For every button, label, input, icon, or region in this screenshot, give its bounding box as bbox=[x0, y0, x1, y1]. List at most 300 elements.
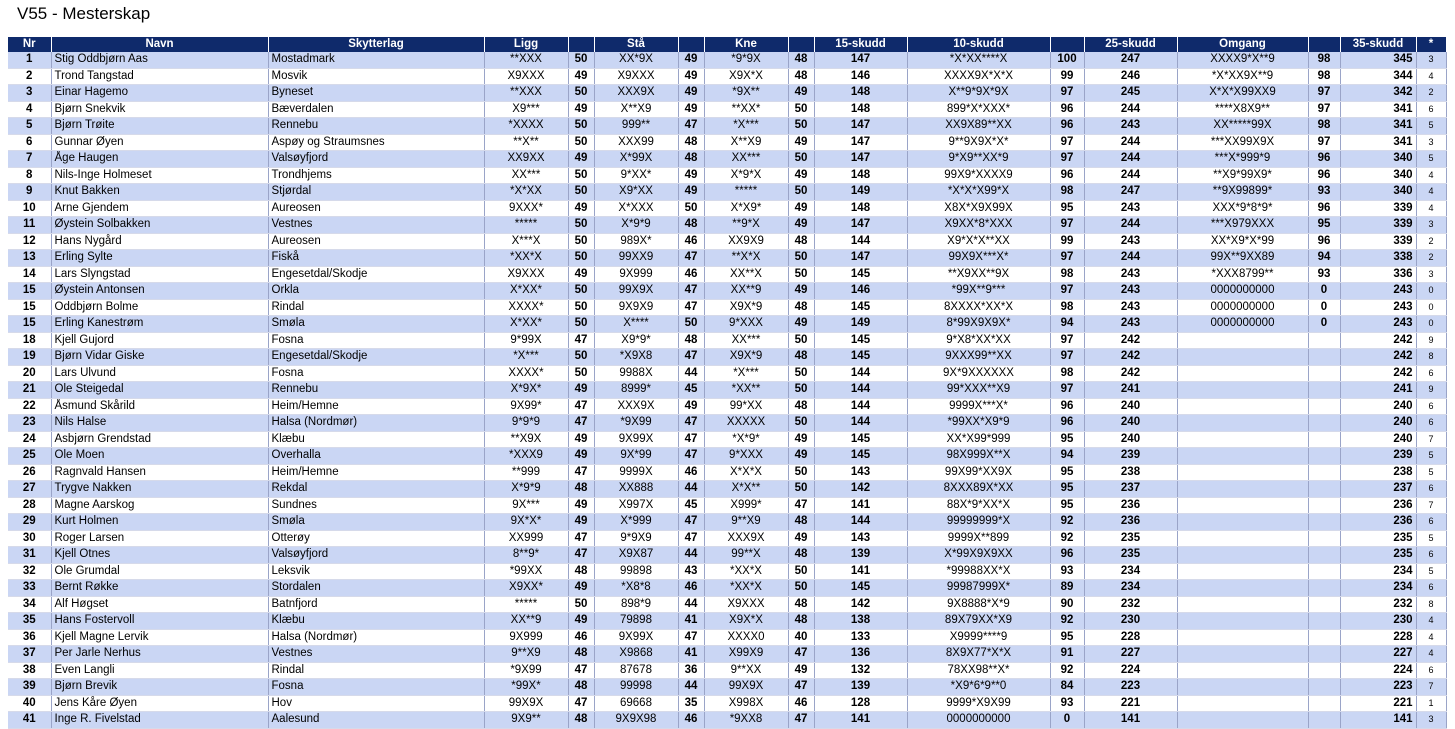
cell-ligg-series: XX999 bbox=[484, 530, 568, 547]
cell-15-skudd: 147 bbox=[814, 217, 907, 234]
cell-omgang-sum bbox=[1308, 596, 1340, 613]
cell-10-skudd-sum: 94 bbox=[1050, 316, 1084, 333]
cell-skytterlag: Valsøyfjord bbox=[268, 547, 484, 564]
cell-sta-sum: 45 bbox=[678, 497, 704, 514]
cell-sta-sum: 47 bbox=[678, 415, 704, 432]
cell-25-skudd: 242 bbox=[1084, 332, 1177, 349]
cell-navn: Lars Slyngstad bbox=[51, 266, 268, 283]
cell-sta-sum: 47 bbox=[678, 283, 704, 300]
cell-ligg-sum: 49 bbox=[568, 497, 594, 514]
cell-15-skudd: 141 bbox=[814, 563, 907, 580]
cell-kne-series: XXXX0 bbox=[704, 629, 788, 646]
cell-ligg-sum: 49 bbox=[568, 514, 594, 531]
cell-sta-sum: 41 bbox=[678, 646, 704, 663]
cell-ligg-series: X*9X* bbox=[484, 382, 568, 399]
cell-star: 3 bbox=[1416, 52, 1446, 68]
cell-ligg-sum: 50 bbox=[568, 134, 594, 151]
cell-skytterlag: Vestnes bbox=[268, 646, 484, 663]
cell-kne-sum: 48 bbox=[788, 52, 814, 68]
cell-sta-series: 69668 bbox=[594, 695, 678, 712]
cell-omgang-series bbox=[1177, 497, 1308, 514]
cell-ligg-series: 99X9X bbox=[484, 695, 568, 712]
cell-kne-sum: 50 bbox=[788, 118, 814, 135]
header-35-skudd: 35-skudd bbox=[1340, 37, 1416, 52]
cell-kne-series: X*X*X bbox=[704, 464, 788, 481]
cell-10-skudd-series: *99X**9*** bbox=[907, 283, 1050, 300]
header-ligg-sum bbox=[568, 37, 594, 52]
cell-sta-sum: 49 bbox=[678, 85, 704, 102]
cell-10-skudd-sum: 92 bbox=[1050, 613, 1084, 630]
cell-sta-sum: 48 bbox=[678, 151, 704, 168]
cell-kne-series: 99**X bbox=[704, 547, 788, 564]
cell-skytterlag: Aspøy og Straumsnes bbox=[268, 134, 484, 151]
cell-omgang-series: ***X*999*9 bbox=[1177, 151, 1308, 168]
cell-ligg-sum: 47 bbox=[568, 547, 594, 564]
cell-ligg-sum: 50 bbox=[568, 167, 594, 184]
cell-star: 5 bbox=[1416, 448, 1446, 465]
cell-sta-series: X*99X bbox=[594, 151, 678, 168]
cell-25-skudd: 244 bbox=[1084, 134, 1177, 151]
cell-kne-series: X9X*9 bbox=[704, 299, 788, 316]
cell-35-skudd: 228 bbox=[1340, 629, 1416, 646]
cell-15-skudd: 141 bbox=[814, 712, 907, 729]
cell-ligg-series: 9X*X* bbox=[484, 514, 568, 531]
cell-nr: 5 bbox=[8, 118, 51, 135]
table-row bbox=[8, 596, 1446, 613]
cell-kne-sum: 48 bbox=[788, 547, 814, 564]
cell-15-skudd: 139 bbox=[814, 547, 907, 564]
cell-15-skudd: 148 bbox=[814, 167, 907, 184]
cell-15-skudd: 147 bbox=[814, 118, 907, 135]
cell-10-skudd-series: 8*99X9X9X* bbox=[907, 316, 1050, 333]
cell-kne-sum: 50 bbox=[788, 266, 814, 283]
cell-kne-sum: 48 bbox=[788, 613, 814, 630]
cell-omgang-sum bbox=[1308, 464, 1340, 481]
cell-omgang-sum: 97 bbox=[1308, 85, 1340, 102]
cell-15-skudd: 142 bbox=[814, 596, 907, 613]
cell-10-skudd-series: 9999X**899 bbox=[907, 530, 1050, 547]
cell-25-skudd: 243 bbox=[1084, 283, 1177, 300]
cell-ligg-sum: 49 bbox=[568, 101, 594, 118]
cell-25-skudd: 236 bbox=[1084, 497, 1177, 514]
cell-25-skudd: 230 bbox=[1084, 613, 1177, 630]
cell-25-skudd: 239 bbox=[1084, 448, 1177, 465]
cell-navn: Bjørn Brevik bbox=[51, 679, 268, 696]
cell-sta-series: 87678 bbox=[594, 662, 678, 679]
cell-ligg-series: **999 bbox=[484, 464, 568, 481]
cell-star: 1 bbox=[1416, 695, 1446, 712]
cell-ligg-series: *99XX bbox=[484, 563, 568, 580]
cell-25-skudd: 244 bbox=[1084, 101, 1177, 118]
table-row bbox=[8, 415, 1446, 432]
cell-10-skudd-sum: 92 bbox=[1050, 514, 1084, 531]
cell-omgang-sum bbox=[1308, 547, 1340, 564]
cell-skytterlag: Rennebu bbox=[268, 382, 484, 399]
cell-star: 6 bbox=[1416, 580, 1446, 597]
cell-35-skudd: 339 bbox=[1340, 233, 1416, 250]
cell-skytterlag: Smøla bbox=[268, 514, 484, 531]
cell-sta-sum: 44 bbox=[678, 365, 704, 382]
cell-ligg-series: **XXX bbox=[484, 85, 568, 102]
cell-sta-sum: 44 bbox=[678, 481, 704, 498]
cell-sta-sum: 45 bbox=[678, 382, 704, 399]
cell-ligg-series: XX*** bbox=[484, 167, 568, 184]
cell-kne-sum: 48 bbox=[788, 299, 814, 316]
cell-kne-series: XX**9 bbox=[704, 283, 788, 300]
cell-10-skudd-series: X8X*X9X99X bbox=[907, 200, 1050, 217]
cell-25-skudd: 244 bbox=[1084, 151, 1177, 168]
cell-15-skudd: 143 bbox=[814, 530, 907, 547]
cell-nr: 11 bbox=[8, 217, 51, 234]
cell-35-skudd: 340 bbox=[1340, 167, 1416, 184]
cell-star: 0 bbox=[1416, 299, 1446, 316]
cell-10-skudd-series: *X*XX****X bbox=[907, 52, 1050, 68]
cell-35-skudd: 221 bbox=[1340, 695, 1416, 712]
cell-kne-sum: 48 bbox=[788, 349, 814, 366]
cell-35-skudd: 234 bbox=[1340, 563, 1416, 580]
cell-omgang-series: **X9*99X9* bbox=[1177, 167, 1308, 184]
cell-10-skudd-sum: 100 bbox=[1050, 52, 1084, 68]
cell-omgang-sum: 93 bbox=[1308, 184, 1340, 201]
cell-kne-sum: 49 bbox=[788, 167, 814, 184]
cell-nr: 6 bbox=[8, 134, 51, 151]
cell-nr: 15 bbox=[8, 299, 51, 316]
cell-nr: 39 bbox=[8, 679, 51, 696]
table-row bbox=[8, 530, 1446, 547]
cell-omgang-sum bbox=[1308, 382, 1340, 399]
cell-star: 7 bbox=[1416, 431, 1446, 448]
cell-omgang-sum: 93 bbox=[1308, 266, 1340, 283]
cell-nr: 1 bbox=[8, 52, 51, 68]
cell-navn: Roger Larsen bbox=[51, 530, 268, 547]
cell-15-skudd: 147 bbox=[814, 250, 907, 267]
cell-star: 6 bbox=[1416, 415, 1446, 432]
cell-kne-series: XX**X bbox=[704, 266, 788, 283]
cell-ligg-series: 8**9* bbox=[484, 547, 568, 564]
table-row bbox=[8, 151, 1446, 168]
header-10-skudd: 10-skudd bbox=[907, 37, 1050, 52]
cell-ligg-sum: 47 bbox=[568, 398, 594, 415]
cell-nr: 8 bbox=[8, 167, 51, 184]
cell-ligg-series: 9X999 bbox=[484, 629, 568, 646]
cell-10-skudd-sum: 98 bbox=[1050, 299, 1084, 316]
cell-omgang-series bbox=[1177, 596, 1308, 613]
cell-10-skudd-sum: 97 bbox=[1050, 283, 1084, 300]
cell-kne-sum: 48 bbox=[788, 68, 814, 85]
cell-skytterlag: Heim/Hemne bbox=[268, 398, 484, 415]
table-row bbox=[8, 266, 1446, 283]
cell-25-skudd: 224 bbox=[1084, 662, 1177, 679]
table-row bbox=[8, 695, 1446, 712]
cell-10-skudd-series: 99X99*XX9X bbox=[907, 464, 1050, 481]
cell-skytterlag: Rennebu bbox=[268, 118, 484, 135]
cell-35-skudd: 339 bbox=[1340, 217, 1416, 234]
cell-kne-series: XX*** bbox=[704, 332, 788, 349]
cell-25-skudd: 243 bbox=[1084, 118, 1177, 135]
cell-10-skudd-sum: 99 bbox=[1050, 68, 1084, 85]
cell-omgang-sum bbox=[1308, 613, 1340, 630]
cell-skytterlag: Fosna bbox=[268, 365, 484, 382]
cell-ligg-sum: 50 bbox=[568, 299, 594, 316]
cell-sta-sum: 44 bbox=[678, 596, 704, 613]
cell-navn: Åge Haugen bbox=[51, 151, 268, 168]
cell-star: 5 bbox=[1416, 151, 1446, 168]
cell-sta-series: 9X99X bbox=[594, 431, 678, 448]
cell-15-skudd: 144 bbox=[814, 382, 907, 399]
cell-skytterlag: Rindal bbox=[268, 662, 484, 679]
cell-ligg-series: 9*99X bbox=[484, 332, 568, 349]
cell-nr: 12 bbox=[8, 233, 51, 250]
cell-ligg-sum: 47 bbox=[568, 662, 594, 679]
cell-35-skudd: 345 bbox=[1340, 52, 1416, 68]
cell-omgang-series bbox=[1177, 712, 1308, 729]
cell-ligg-series: *XXX9 bbox=[484, 448, 568, 465]
header-omgang: Omgang bbox=[1177, 37, 1308, 52]
cell-25-skudd: 240 bbox=[1084, 431, 1177, 448]
cell-10-skudd-series: 9999X***X* bbox=[907, 398, 1050, 415]
cell-sta-sum: 48 bbox=[678, 217, 704, 234]
cell-25-skudd: 243 bbox=[1084, 200, 1177, 217]
cell-10-skudd-sum: 96 bbox=[1050, 167, 1084, 184]
cell-star: 9 bbox=[1416, 382, 1446, 399]
cell-sta-sum: 47 bbox=[678, 448, 704, 465]
cell-sta-series: X*XXX bbox=[594, 200, 678, 217]
cell-skytterlag: Sundnes bbox=[268, 497, 484, 514]
header-25-skudd: 25-skudd bbox=[1084, 37, 1177, 52]
cell-35-skudd: 236 bbox=[1340, 514, 1416, 531]
cell-10-skudd-sum: 95 bbox=[1050, 464, 1084, 481]
cell-omgang-series bbox=[1177, 629, 1308, 646]
cell-15-skudd: 146 bbox=[814, 283, 907, 300]
cell-ligg-sum: 48 bbox=[568, 646, 594, 663]
cell-navn: Bjørn Trøite bbox=[51, 118, 268, 135]
header-navn: Navn bbox=[51, 37, 268, 52]
cell-sta-series: X9XXX bbox=[594, 68, 678, 85]
cell-navn: Bjørn Vidar Giske bbox=[51, 349, 268, 366]
cell-kne-sum: 49 bbox=[788, 316, 814, 333]
cell-kne-series: *9X** bbox=[704, 85, 788, 102]
cell-10-skudd-series: 899*X*XXX* bbox=[907, 101, 1050, 118]
cell-navn: Kjell Magne Lervik bbox=[51, 629, 268, 646]
cell-10-skudd-series: 88X*9*XX*X bbox=[907, 497, 1050, 514]
cell-ligg-sum: 46 bbox=[568, 629, 594, 646]
header-sta: Stå bbox=[594, 37, 678, 52]
cell-ligg-sum: 47 bbox=[568, 464, 594, 481]
cell-sta-sum: 44 bbox=[678, 547, 704, 564]
cell-sta-sum: 49 bbox=[678, 184, 704, 201]
cell-sta-sum: 46 bbox=[678, 712, 704, 729]
cell-kne-sum: 49 bbox=[788, 217, 814, 234]
cell-nr: 2 bbox=[8, 68, 51, 85]
cell-sta-sum: 41 bbox=[678, 613, 704, 630]
cell-kne-series: XXX9X bbox=[704, 530, 788, 547]
cell-kne-sum: 49 bbox=[788, 662, 814, 679]
cell-25-skudd: 245 bbox=[1084, 85, 1177, 102]
cell-kne-sum: 49 bbox=[788, 530, 814, 547]
cell-kne-series: **XX* bbox=[704, 101, 788, 118]
cell-sta-series: 9X9X98 bbox=[594, 712, 678, 729]
cell-kne-series: *XX*X bbox=[704, 580, 788, 597]
cell-kne-series: X*9*X bbox=[704, 167, 788, 184]
cell-sta-series: X9*9* bbox=[594, 332, 678, 349]
cell-star: 8 bbox=[1416, 596, 1446, 613]
cell-sta-sum: 48 bbox=[678, 134, 704, 151]
cell-omgang-series bbox=[1177, 547, 1308, 564]
cell-ligg-sum: 47 bbox=[568, 695, 594, 712]
table-row bbox=[8, 431, 1446, 448]
cell-star: 2 bbox=[1416, 250, 1446, 267]
cell-skytterlag: Halsa (Nordmør) bbox=[268, 415, 484, 432]
cell-navn: Arne Gjendem bbox=[51, 200, 268, 217]
cell-10-skudd-sum: 97 bbox=[1050, 85, 1084, 102]
cell-25-skudd: 244 bbox=[1084, 250, 1177, 267]
cell-omgang-series bbox=[1177, 580, 1308, 597]
cell-omgang-series bbox=[1177, 563, 1308, 580]
cell-15-skudd: 141 bbox=[814, 497, 907, 514]
cell-navn: Ragnvald Hansen bbox=[51, 464, 268, 481]
cell-ligg-sum: 47 bbox=[568, 332, 594, 349]
cell-star: 2 bbox=[1416, 85, 1446, 102]
cell-ligg-series: 9**X9 bbox=[484, 646, 568, 663]
cell-omgang-sum: 96 bbox=[1308, 151, 1340, 168]
cell-star: 8 bbox=[1416, 349, 1446, 366]
cell-omgang-sum bbox=[1308, 398, 1340, 415]
cell-15-skudd: 144 bbox=[814, 514, 907, 531]
cell-ligg-series: ***** bbox=[484, 217, 568, 234]
cell-nr: 30 bbox=[8, 530, 51, 547]
cell-star: 6 bbox=[1416, 481, 1446, 498]
cell-15-skudd: 148 bbox=[814, 85, 907, 102]
cell-navn: Åsmund Skårild bbox=[51, 398, 268, 415]
cell-10-skudd-series: 78XX98**X* bbox=[907, 662, 1050, 679]
cell-10-skudd-series: 99987999X* bbox=[907, 580, 1050, 597]
cell-ligg-series: **XXX bbox=[484, 52, 568, 68]
cell-sta-series: XXX9X bbox=[594, 85, 678, 102]
cell-kne-sum: 50 bbox=[788, 365, 814, 382]
cell-ligg-sum: 50 bbox=[568, 283, 594, 300]
cell-25-skudd: 240 bbox=[1084, 398, 1177, 415]
cell-ligg-sum: 49 bbox=[568, 382, 594, 399]
cell-ligg-series: XX9XX bbox=[484, 151, 568, 168]
cell-15-skudd: 145 bbox=[814, 431, 907, 448]
table-row bbox=[8, 382, 1446, 399]
cell-25-skudd: 240 bbox=[1084, 415, 1177, 432]
cell-ligg-series: XXXX* bbox=[484, 365, 568, 382]
cell-navn: Gunnar Øyen bbox=[51, 134, 268, 151]
cell-star: 3 bbox=[1416, 217, 1446, 234]
cell-kne-sum: 49 bbox=[788, 134, 814, 151]
cell-sta-sum: 49 bbox=[678, 52, 704, 68]
cell-ligg-sum: 48 bbox=[568, 712, 594, 729]
cell-10-skudd-series: 99999999*X bbox=[907, 514, 1050, 531]
cell-25-skudd: 246 bbox=[1084, 68, 1177, 85]
cell-omgang-series: ***XX99X9X bbox=[1177, 134, 1308, 151]
cell-10-skudd-sum: 90 bbox=[1050, 596, 1084, 613]
cell-kne-sum: 50 bbox=[788, 415, 814, 432]
cell-nr: 15 bbox=[8, 316, 51, 333]
cell-ligg-series: XXXX* bbox=[484, 299, 568, 316]
cell-sta-sum: 36 bbox=[678, 662, 704, 679]
cell-kne-series: **X*X bbox=[704, 250, 788, 267]
table-row bbox=[8, 448, 1446, 465]
table-row bbox=[8, 101, 1446, 118]
cell-10-skudd-sum: 98 bbox=[1050, 365, 1084, 382]
cell-kne-series: *X*** bbox=[704, 118, 788, 135]
cell-10-skudd-series: *99XX*X9*9 bbox=[907, 415, 1050, 432]
cell-omgang-sum bbox=[1308, 415, 1340, 432]
cell-kne-series: *X*9* bbox=[704, 431, 788, 448]
cell-ligg-sum: 49 bbox=[568, 613, 594, 630]
cell-nr: 24 bbox=[8, 431, 51, 448]
cell-star: 5 bbox=[1416, 118, 1446, 135]
cell-sta-series: 9*XX* bbox=[594, 167, 678, 184]
cell-35-skudd: 232 bbox=[1340, 596, 1416, 613]
table-row bbox=[8, 68, 1446, 85]
cell-ligg-sum: 49 bbox=[568, 580, 594, 597]
cell-omgang-sum bbox=[1308, 563, 1340, 580]
cell-35-skudd: 236 bbox=[1340, 497, 1416, 514]
cell-ligg-sum: 48 bbox=[568, 563, 594, 580]
cell-10-skudd-sum: 91 bbox=[1050, 646, 1084, 663]
cell-nr: 38 bbox=[8, 662, 51, 679]
table-row bbox=[8, 349, 1446, 366]
cell-15-skudd: 144 bbox=[814, 398, 907, 415]
cell-star: 7 bbox=[1416, 497, 1446, 514]
cell-kne-sum: 40 bbox=[788, 629, 814, 646]
cell-ligg-series: 9X99* bbox=[484, 398, 568, 415]
cell-omgang-sum bbox=[1308, 514, 1340, 531]
cell-35-skudd: 341 bbox=[1340, 134, 1416, 151]
cell-omgang-sum bbox=[1308, 695, 1340, 712]
cell-navn: Per Jarle Nerhus bbox=[51, 646, 268, 663]
cell-omgang-sum: 97 bbox=[1308, 134, 1340, 151]
cell-navn: Nils-Inge Holmeset bbox=[51, 167, 268, 184]
cell-kne-series: 9**X9 bbox=[704, 514, 788, 531]
cell-sta-series: X9868 bbox=[594, 646, 678, 663]
cell-10-skudd-sum: 97 bbox=[1050, 332, 1084, 349]
cell-35-skudd: 240 bbox=[1340, 431, 1416, 448]
table-row bbox=[8, 514, 1446, 531]
cell-kne-sum: 47 bbox=[788, 646, 814, 663]
cell-15-skudd: 133 bbox=[814, 629, 907, 646]
cell-35-skudd: 230 bbox=[1340, 613, 1416, 630]
cell-kne-sum: 50 bbox=[788, 101, 814, 118]
cell-kne-series: *9XX8 bbox=[704, 712, 788, 729]
cell-nr: 32 bbox=[8, 563, 51, 580]
cell-omgang-sum bbox=[1308, 662, 1340, 679]
cell-star: 6 bbox=[1416, 365, 1446, 382]
cell-navn: Trygve Nakken bbox=[51, 481, 268, 498]
cell-omgang-series: ***X979XXX bbox=[1177, 217, 1308, 234]
cell-ligg-series: X9XXX bbox=[484, 266, 568, 283]
cell-ligg-series: *X*XX bbox=[484, 184, 568, 201]
table-row bbox=[8, 250, 1446, 267]
cell-star: 5 bbox=[1416, 464, 1446, 481]
cell-kne-series: X9X*9 bbox=[704, 349, 788, 366]
cell-nr: 27 bbox=[8, 481, 51, 498]
cell-kne-sum: 49 bbox=[788, 448, 814, 465]
cell-sta-series: 9988X bbox=[594, 365, 678, 382]
cell-sta-sum: 47 bbox=[678, 629, 704, 646]
cell-omgang-series bbox=[1177, 530, 1308, 547]
cell-10-skudd-sum: 97 bbox=[1050, 250, 1084, 267]
cell-35-skudd: 223 bbox=[1340, 679, 1416, 696]
cell-sta-series: 999** bbox=[594, 118, 678, 135]
cell-omgang-sum: 98 bbox=[1308, 52, 1340, 68]
cell-10-skudd-series: 9XXX99**XX bbox=[907, 349, 1050, 366]
cell-35-skudd: 239 bbox=[1340, 448, 1416, 465]
cell-kne-series: X999* bbox=[704, 497, 788, 514]
